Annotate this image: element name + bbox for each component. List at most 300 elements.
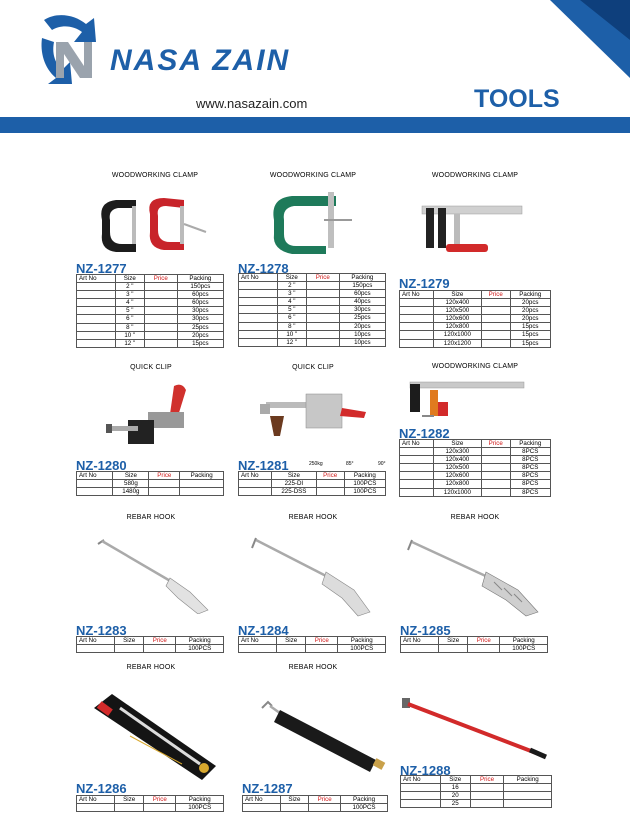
packing-cell: 60pcs bbox=[339, 290, 385, 298]
packing-header: Packing bbox=[510, 291, 550, 299]
price-cell bbox=[306, 338, 339, 346]
table-row bbox=[77, 331, 224, 339]
art-cell bbox=[400, 339, 434, 347]
price-cell bbox=[306, 282, 339, 290]
table-header-row bbox=[400, 291, 551, 299]
size-cell: 120x400 bbox=[433, 299, 481, 307]
packing-cell: 15pcs bbox=[510, 339, 550, 347]
table-row bbox=[239, 314, 386, 322]
table-row bbox=[239, 306, 386, 314]
header-band bbox=[0, 117, 630, 133]
size-cell: 8 " bbox=[277, 322, 306, 330]
code-1280: NZ-1280 bbox=[76, 458, 127, 473]
code-1285: NZ-1285 bbox=[400, 623, 451, 638]
table-row bbox=[400, 339, 551, 347]
table-1283 bbox=[76, 636, 224, 653]
caption-1285: REBAR HOOK bbox=[450, 514, 500, 521]
size-cell: 8 " bbox=[115, 323, 144, 331]
size-cell: 16 bbox=[440, 784, 470, 792]
art-cell bbox=[401, 792, 441, 800]
caption-1278: WOODWORKING CLAMP bbox=[269, 172, 357, 179]
code-1286: NZ-1286 bbox=[76, 781, 127, 796]
art-cell bbox=[239, 314, 278, 322]
size-cell: 120x800 bbox=[433, 323, 481, 331]
packing-cell: 15pcs bbox=[510, 323, 550, 331]
size-header: Size bbox=[433, 291, 481, 299]
size-cell: 120x300 bbox=[433, 448, 481, 456]
caption-1284: REBAR HOOK bbox=[288, 514, 338, 521]
price-header: Price bbox=[149, 472, 180, 480]
packing-cell: 20pcs bbox=[339, 322, 385, 330]
price-cell bbox=[144, 291, 177, 299]
art-cell bbox=[400, 464, 434, 472]
art-cell bbox=[400, 323, 434, 331]
art-cell bbox=[400, 488, 434, 496]
size-cell: 120x1000 bbox=[433, 488, 481, 496]
art-header: Art No bbox=[77, 275, 116, 283]
price-cell bbox=[481, 299, 510, 307]
art-cell bbox=[77, 331, 116, 339]
table-row bbox=[239, 282, 386, 290]
packing-header: Packing bbox=[504, 776, 552, 784]
table-header-row bbox=[239, 274, 386, 282]
table-1287 bbox=[242, 795, 388, 812]
code-1277: NZ-1277 bbox=[76, 261, 127, 276]
price-cell bbox=[144, 645, 176, 653]
size-cell: 5 " bbox=[277, 306, 306, 314]
size-cell: 120x400 bbox=[433, 456, 481, 464]
packing-cell: 60pcs bbox=[177, 291, 223, 299]
size-cell bbox=[277, 645, 306, 653]
size-cell: 120x500 bbox=[433, 307, 481, 315]
art-header: Art No bbox=[401, 637, 439, 645]
packing-cell: 20pcs bbox=[177, 331, 223, 339]
price-cell bbox=[481, 307, 510, 315]
price-header: Price bbox=[470, 776, 504, 784]
caption-1277: WOODWORKING CLAMP bbox=[111, 172, 199, 179]
brand-name: NASA ZAIN bbox=[110, 44, 291, 77]
code-1282: NZ-1282 bbox=[399, 426, 450, 441]
packing-header: Packing bbox=[500, 637, 548, 645]
packing-cell: 60pcs bbox=[177, 299, 223, 307]
size-cell: 120x500 bbox=[433, 464, 481, 472]
size-cell: 12 " bbox=[115, 339, 144, 347]
table-row bbox=[400, 472, 551, 480]
size-cell: 2 " bbox=[277, 282, 306, 290]
table-row bbox=[77, 804, 224, 812]
table-row bbox=[400, 488, 551, 496]
packing-cell: 100PCS bbox=[176, 804, 224, 812]
table-row bbox=[401, 645, 548, 653]
price-header: Price bbox=[306, 637, 338, 645]
price-cell bbox=[481, 480, 510, 488]
code-1288: NZ-1288 bbox=[400, 763, 451, 778]
art-cell bbox=[77, 645, 115, 653]
price-header: Price bbox=[144, 275, 177, 283]
size-cell: 4 " bbox=[277, 298, 306, 306]
website-url: www.nasazain.com bbox=[196, 96, 308, 111]
size-header: Size bbox=[272, 472, 316, 480]
packing-cell: 10pcs bbox=[339, 338, 385, 346]
price-cell bbox=[144, 315, 177, 323]
table-1286 bbox=[76, 795, 224, 812]
art-header: Art No bbox=[400, 291, 434, 299]
size-header: Size bbox=[115, 796, 144, 804]
size-cell: 2 " bbox=[115, 283, 144, 291]
table-header-row bbox=[400, 440, 551, 448]
art-cell bbox=[243, 804, 281, 812]
art-header: Art No bbox=[77, 637, 115, 645]
art-cell bbox=[401, 645, 439, 653]
table-1278 bbox=[238, 273, 386, 347]
packing-header: Packing bbox=[180, 472, 224, 480]
size-header: Size bbox=[440, 776, 470, 784]
code-1283: NZ-1283 bbox=[76, 623, 127, 638]
table-header-row bbox=[401, 776, 552, 784]
size-header: Size bbox=[439, 637, 468, 645]
size-cell: 120x1000 bbox=[433, 331, 481, 339]
price-cell bbox=[481, 331, 510, 339]
table-row bbox=[400, 464, 551, 472]
table-1285 bbox=[400, 636, 548, 653]
price-cell bbox=[306, 290, 339, 298]
size-cell bbox=[439, 645, 468, 653]
packing-cell: 150pcs bbox=[177, 283, 223, 291]
packing-header: Packing bbox=[338, 637, 386, 645]
table-row bbox=[400, 299, 551, 307]
table-1280 bbox=[76, 471, 224, 496]
packing-cell: 30pcs bbox=[339, 306, 385, 314]
packing-cell: 8PCS bbox=[510, 448, 550, 456]
table-row bbox=[400, 315, 551, 323]
code-1279: NZ-1279 bbox=[399, 276, 450, 291]
horizontal-clamp-image bbox=[256, 384, 368, 446]
price-cell bbox=[306, 314, 339, 322]
price-cell bbox=[306, 645, 338, 653]
table-header-row bbox=[243, 796, 388, 804]
table-header-row bbox=[239, 472, 386, 480]
size-cell: 20 bbox=[440, 792, 470, 800]
art-cell bbox=[239, 282, 278, 290]
table-1281 bbox=[238, 471, 386, 496]
art-cell bbox=[239, 330, 278, 338]
art-cell bbox=[77, 315, 116, 323]
code-1281: NZ-1281 bbox=[238, 458, 289, 473]
art-cell bbox=[77, 291, 116, 299]
price-header: Price bbox=[316, 472, 344, 480]
price-cell bbox=[306, 298, 339, 306]
packing-cell: 25pcs bbox=[177, 323, 223, 331]
table-1279 bbox=[399, 290, 551, 348]
table-row bbox=[401, 792, 552, 800]
table-row bbox=[401, 800, 552, 808]
price-header: Price bbox=[309, 796, 341, 804]
table-header-row bbox=[401, 637, 548, 645]
size-header: Size bbox=[433, 440, 481, 448]
price-header: Price bbox=[144, 637, 176, 645]
table-row bbox=[400, 323, 551, 331]
art-cell bbox=[239, 298, 278, 306]
art-header: Art No bbox=[239, 472, 272, 480]
table-header-row bbox=[77, 472, 224, 480]
art-cell bbox=[401, 800, 441, 808]
packing-cell: 10pcs bbox=[339, 330, 385, 338]
packing-cell bbox=[180, 488, 224, 496]
price-header: Price bbox=[144, 796, 176, 804]
size-cell: 6 " bbox=[115, 315, 144, 323]
table-row bbox=[239, 290, 386, 298]
size-cell: 1480g bbox=[113, 488, 149, 496]
art-cell bbox=[401, 784, 441, 792]
art-cell bbox=[77, 323, 116, 331]
art-cell bbox=[77, 339, 116, 347]
art-header: Art No bbox=[77, 796, 115, 804]
rebar-hook-image-2 bbox=[246, 532, 376, 618]
size-cell: 5 " bbox=[115, 307, 144, 315]
art-cell bbox=[239, 290, 278, 298]
table-header-row bbox=[77, 637, 224, 645]
art-header: Art No bbox=[400, 440, 434, 448]
art-cell bbox=[400, 456, 434, 464]
art-cell bbox=[239, 322, 278, 330]
size-cell: 3 " bbox=[115, 291, 144, 299]
price-header: Price bbox=[468, 637, 500, 645]
size-header: Size bbox=[113, 472, 149, 480]
packing-cell bbox=[504, 800, 552, 808]
price-cell bbox=[144, 283, 177, 291]
size-cell: 10 " bbox=[277, 330, 306, 338]
price-cell bbox=[481, 472, 510, 480]
table-1288 bbox=[400, 775, 552, 808]
size-cell: 4 " bbox=[115, 299, 144, 307]
size-header: Size bbox=[115, 637, 144, 645]
table-header-row bbox=[77, 796, 224, 804]
art-cell bbox=[239, 488, 272, 496]
code-1284: NZ-1284 bbox=[238, 623, 289, 638]
table-row bbox=[77, 645, 224, 653]
table-1284 bbox=[238, 636, 386, 653]
packing-header: Packing bbox=[176, 637, 224, 645]
art-cell bbox=[77, 299, 116, 307]
size-header: Size bbox=[115, 275, 144, 283]
packing-cell bbox=[180, 480, 224, 488]
packing-header: Packing bbox=[341, 796, 388, 804]
price-cell bbox=[144, 331, 177, 339]
price-cell bbox=[306, 306, 339, 314]
price-cell bbox=[481, 339, 510, 347]
code-1287: NZ-1287 bbox=[242, 781, 293, 796]
art-cell bbox=[77, 480, 113, 488]
rebar-hook-image-3 bbox=[402, 534, 542, 618]
packing-cell: 100PCS bbox=[176, 645, 224, 653]
size-cell: 225-DSS bbox=[272, 488, 316, 496]
packing-cell: 20pcs bbox=[510, 315, 550, 323]
price-cell bbox=[144, 307, 177, 315]
spec-angle-2: 90° bbox=[378, 461, 386, 467]
price-cell bbox=[470, 792, 504, 800]
packing-cell: 20pcs bbox=[510, 299, 550, 307]
price-cell bbox=[481, 464, 510, 472]
packing-cell: 15pcs bbox=[177, 339, 223, 347]
table-row bbox=[400, 456, 551, 464]
art-cell bbox=[400, 480, 434, 488]
packing-cell: 8PCS bbox=[510, 488, 550, 496]
rebar-bender-image bbox=[400, 694, 550, 764]
price-cell bbox=[481, 448, 510, 456]
packing-cell: 30pcs bbox=[177, 307, 223, 315]
table-row bbox=[239, 298, 386, 306]
art-header: Art No bbox=[401, 776, 441, 784]
packing-cell bbox=[504, 784, 552, 792]
table-row bbox=[77, 283, 224, 291]
packing-header: Packing bbox=[177, 275, 223, 283]
table-row bbox=[400, 448, 551, 456]
size-cell: 3 " bbox=[277, 290, 306, 298]
table-row bbox=[400, 331, 551, 339]
table-row bbox=[77, 291, 224, 299]
packing-cell bbox=[504, 792, 552, 800]
packing-cell: 100PCS bbox=[344, 488, 385, 496]
section-title: TOOLS bbox=[474, 85, 560, 113]
table-1277 bbox=[76, 274, 224, 348]
table-row bbox=[239, 480, 386, 488]
price-cell bbox=[481, 315, 510, 323]
packing-cell: 100PCS bbox=[344, 480, 385, 488]
rebar-hook-image-1 bbox=[92, 534, 222, 614]
bar-clamp-image bbox=[404, 376, 528, 426]
size-header: Size bbox=[280, 796, 308, 804]
code-1278: NZ-1278 bbox=[238, 261, 289, 276]
caption-1282: WOODWORKING CLAMP bbox=[431, 363, 519, 370]
rebar-hook-blister-image bbox=[90, 690, 220, 782]
c-clamp-image bbox=[92, 192, 210, 256]
size-cell: 580g bbox=[113, 480, 149, 488]
table-row bbox=[77, 488, 224, 496]
packing-cell: 150pcs bbox=[339, 282, 385, 290]
size-cell bbox=[115, 804, 144, 812]
art-cell bbox=[77, 283, 116, 291]
art-header: Art No bbox=[77, 472, 113, 480]
table-1282 bbox=[399, 439, 551, 497]
price-cell bbox=[306, 330, 339, 338]
art-cell bbox=[239, 480, 272, 488]
size-cell: 25 bbox=[440, 800, 470, 808]
packing-cell: 100PCS bbox=[341, 804, 388, 812]
price-header: Price bbox=[306, 274, 339, 282]
packing-cell: 100PCS bbox=[338, 645, 386, 653]
size-header: Size bbox=[277, 274, 306, 282]
size-header: Size bbox=[277, 637, 306, 645]
price-cell bbox=[144, 804, 176, 812]
g-clamp-image bbox=[266, 190, 358, 256]
company-logo bbox=[34, 12, 106, 86]
caption-1287: REBAR HOOK bbox=[288, 664, 338, 671]
size-cell: 10 " bbox=[115, 331, 144, 339]
art-header: Art No bbox=[243, 796, 281, 804]
price-cell bbox=[149, 480, 180, 488]
price-cell bbox=[144, 299, 177, 307]
art-cell bbox=[400, 448, 434, 456]
art-cell bbox=[400, 331, 434, 339]
table-row bbox=[239, 338, 386, 346]
table-row bbox=[243, 804, 388, 812]
art-cell bbox=[239, 645, 277, 653]
table-row bbox=[77, 323, 224, 331]
packing-header: Packing bbox=[344, 472, 385, 480]
packing-cell: 30pcs bbox=[177, 315, 223, 323]
caption-1281: QUICK CLIP bbox=[292, 364, 334, 371]
size-cell bbox=[115, 645, 144, 653]
table-row bbox=[239, 488, 386, 496]
price-cell bbox=[309, 804, 341, 812]
packing-cell: 100PCS bbox=[500, 645, 548, 653]
art-cell bbox=[400, 299, 434, 307]
corner-decoration bbox=[520, 0, 630, 118]
spec-angle-1: 85° bbox=[346, 461, 354, 467]
table-header-row bbox=[77, 275, 224, 283]
packing-cell: 8PCS bbox=[510, 480, 550, 488]
packing-header: Packing bbox=[510, 440, 550, 448]
caption-1286: REBAR HOOK bbox=[126, 664, 176, 671]
packing-cell: 25pcs bbox=[339, 314, 385, 322]
art-cell bbox=[77, 488, 113, 496]
table-row bbox=[77, 307, 224, 315]
table-row bbox=[400, 480, 551, 488]
price-cell bbox=[306, 322, 339, 330]
packing-header: Packing bbox=[176, 796, 224, 804]
packing-cell: 8PCS bbox=[510, 464, 550, 472]
price-cell bbox=[481, 323, 510, 331]
f-clamp-image bbox=[418, 204, 526, 258]
size-cell: 6 " bbox=[277, 314, 306, 322]
table-row bbox=[239, 330, 386, 338]
size-cell: 225-DI bbox=[272, 480, 316, 488]
price-header: Price bbox=[481, 291, 510, 299]
price-cell bbox=[470, 800, 504, 808]
packing-cell: 15pcs bbox=[510, 331, 550, 339]
caption-1279: WOODWORKING CLAMP bbox=[431, 172, 519, 179]
art-cell bbox=[400, 307, 434, 315]
packing-cell: 20pcs bbox=[510, 307, 550, 315]
price-cell bbox=[316, 488, 344, 496]
art-cell bbox=[239, 306, 278, 314]
table-row bbox=[239, 645, 386, 653]
table-row bbox=[77, 480, 224, 488]
toggle-clamp-image bbox=[104, 380, 200, 446]
table-row bbox=[400, 307, 551, 315]
art-header: Art No bbox=[239, 637, 277, 645]
size-cell: 120x600 bbox=[433, 315, 481, 323]
price-cell bbox=[144, 339, 177, 347]
table-row bbox=[77, 315, 224, 323]
price-cell bbox=[470, 784, 504, 792]
art-header: Art No bbox=[239, 274, 278, 282]
table-row bbox=[77, 339, 224, 347]
price-cell bbox=[468, 645, 500, 653]
art-cell bbox=[239, 338, 278, 346]
caption-1283: REBAR HOOK bbox=[126, 514, 176, 521]
table-row bbox=[401, 784, 552, 792]
table-header-row bbox=[239, 637, 386, 645]
packing-cell: 8PCS bbox=[510, 472, 550, 480]
art-cell bbox=[400, 315, 434, 323]
packing-cell: 8PCS bbox=[510, 456, 550, 464]
table-row bbox=[239, 322, 386, 330]
art-cell bbox=[77, 307, 116, 315]
table-row bbox=[77, 299, 224, 307]
price-cell bbox=[481, 456, 510, 464]
size-cell bbox=[280, 804, 308, 812]
